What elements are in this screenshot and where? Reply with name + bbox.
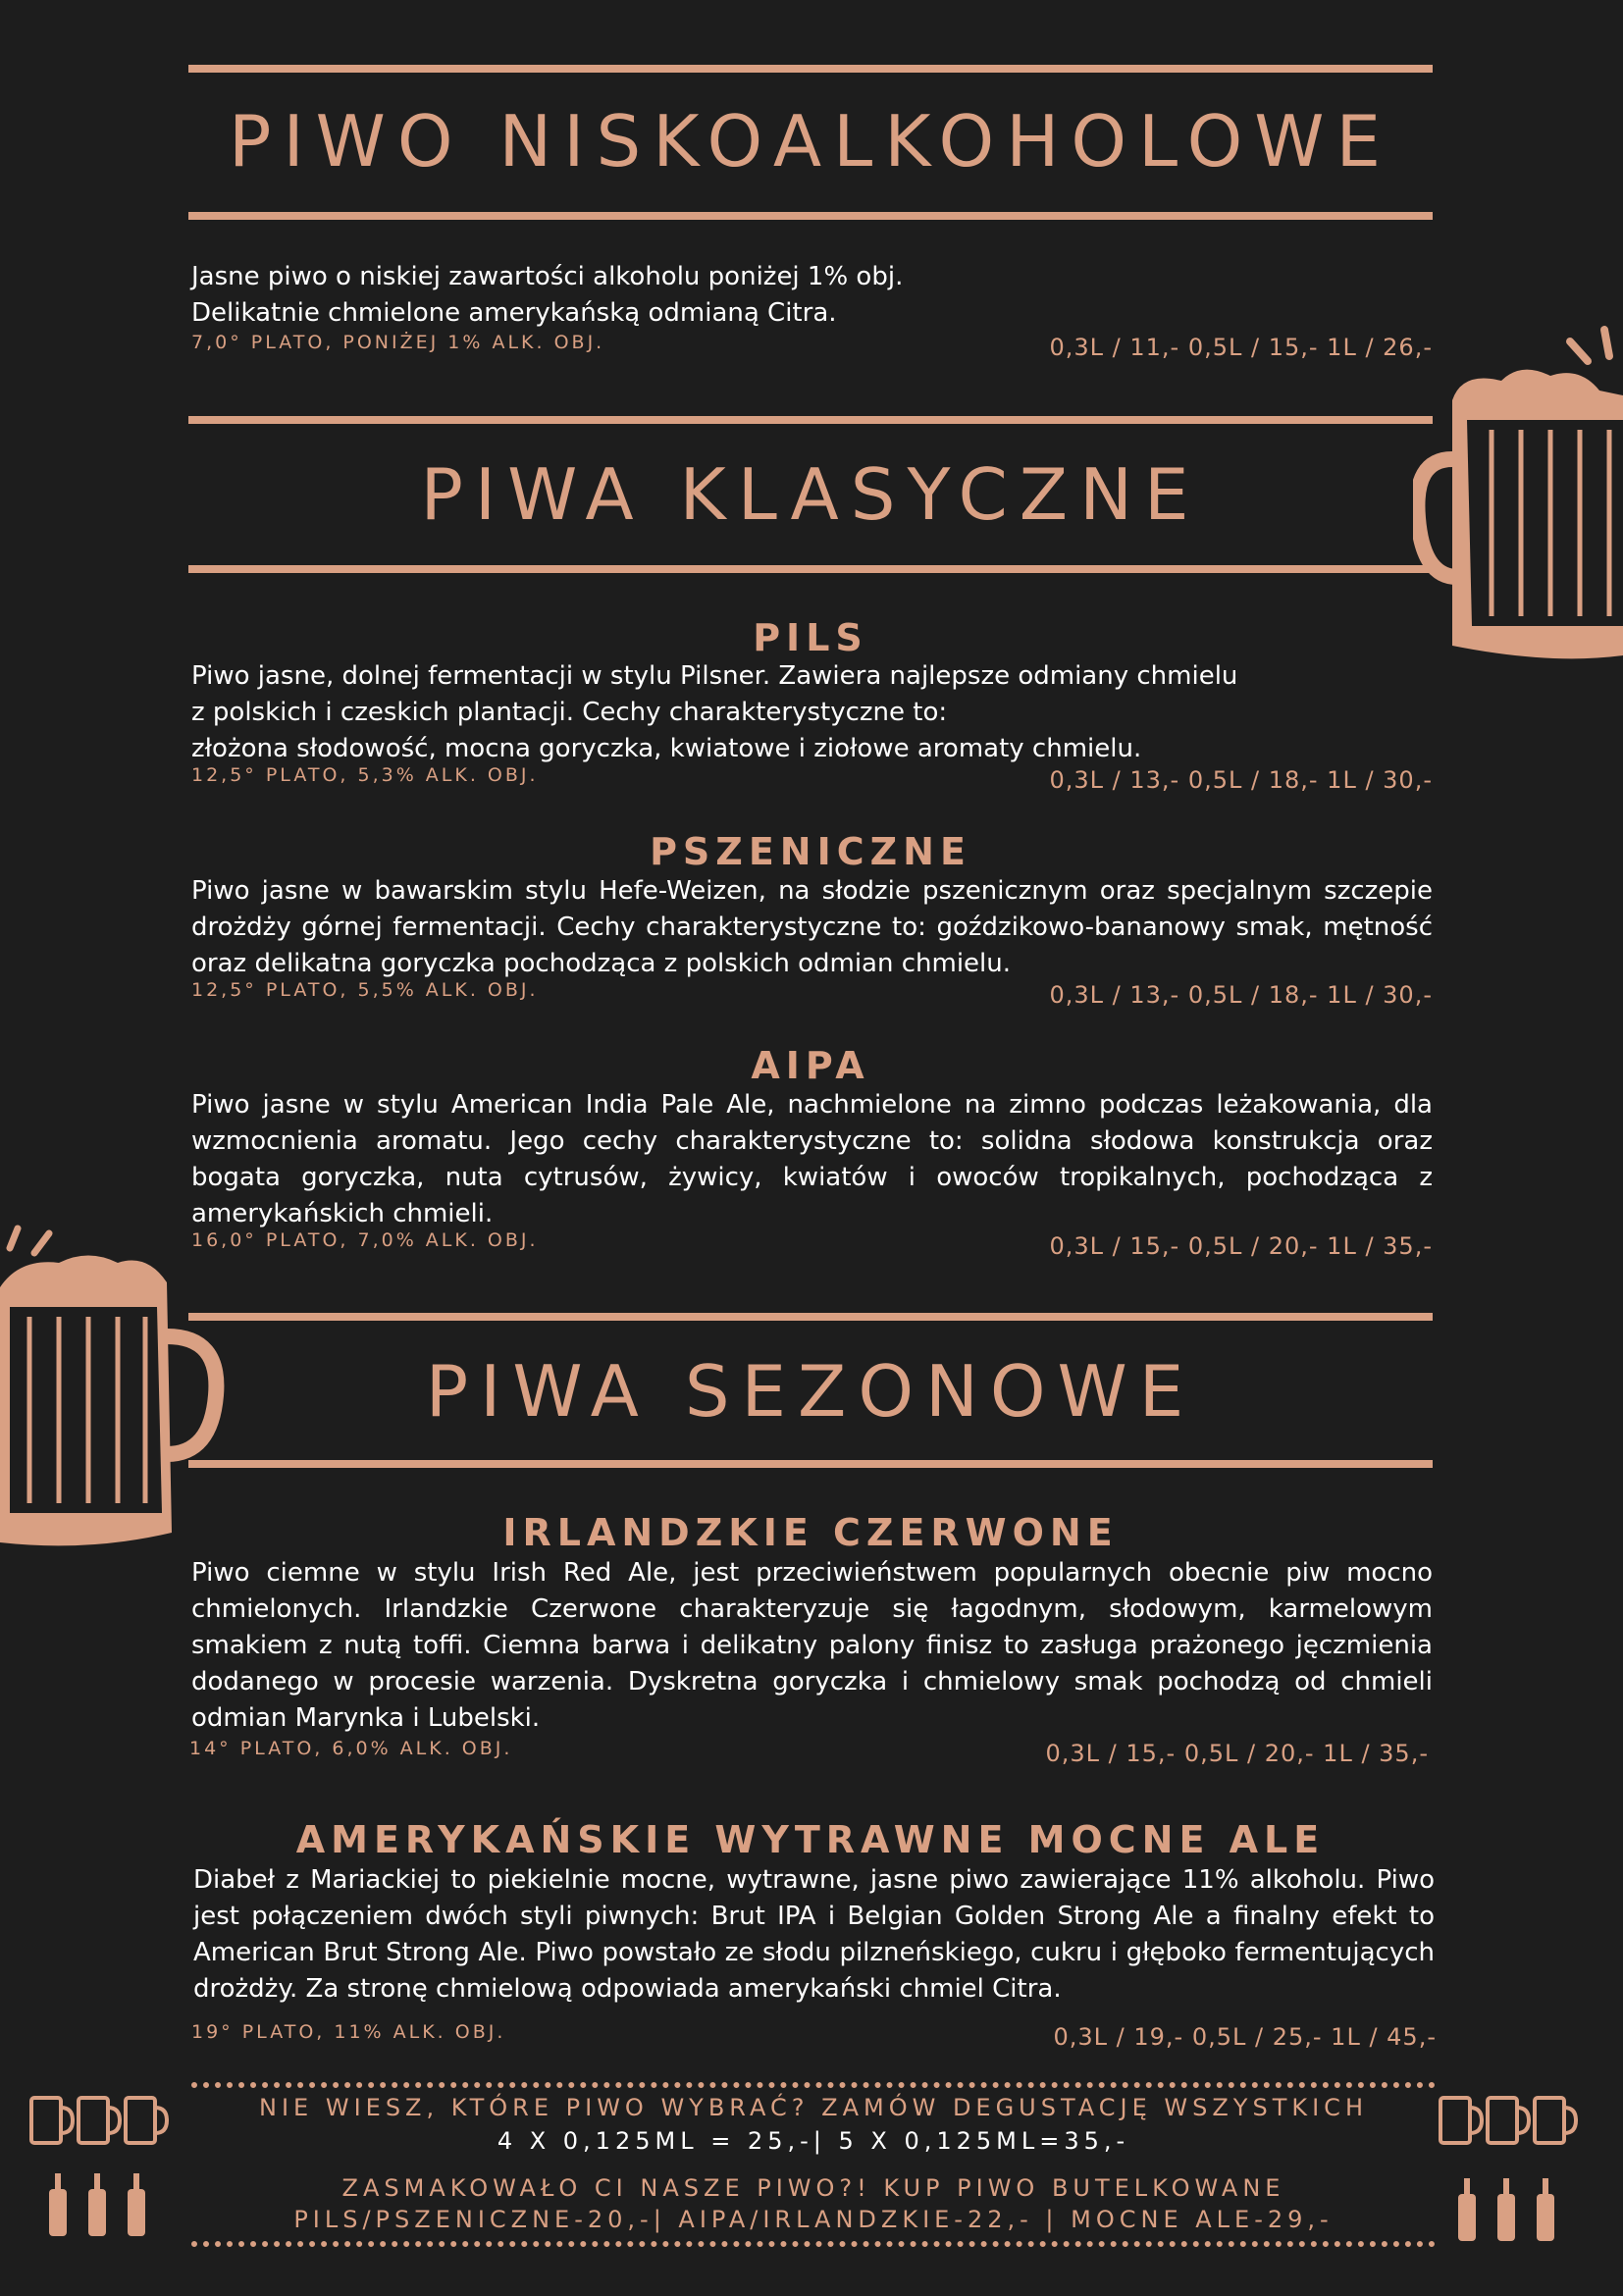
section-rule (188, 1313, 1433, 1321)
section-title-seasonal: PIWA SEZONOWE (425, 1350, 1196, 1433)
bottled-prices: PILS/PSZENICZNE-20,-| AIPA/IRLANDZKIE-22,- | MOCNE ALE-29,- (293, 2206, 1334, 2233)
tasting-prices: 4 X 0,125ML = 25,-| 5 X 0,125ML=35,- (497, 2127, 1130, 2155)
section-rule (188, 416, 1433, 424)
beer-description: Piwo ciemne w stylu Irish Red Ale, jest przeciwieństwem popularnych obecnie piw mocno chmielonych. Irlandzkie Czerwone charakteryzuje się łagodnym, słodowym, karmelowym smakiem z nutą toffi. Ciemna barwa i delikatny palony finisz to zasługa prażonego jęczmienia dodanego w procesie warzenia. Dyskretna goryczka i chmielowy smak pochodzą od chmieli odmian Marynka i Lubelski. (191, 1558, 1433, 1733)
beer-mug-icon (1437, 2088, 1582, 2147)
beer-specs: 12,5° PLATO, 5,3% ALK. OBJ. (191, 764, 539, 786)
beer-name-pils: PILS (753, 616, 868, 659)
section-rule (188, 565, 1433, 573)
bottled-offer: ZASMAKOWAŁO CI NASZE PIWO?! KUP PIWO BUTELKOWANE (341, 2174, 1285, 2202)
beer-prices: 0,3L / 15,- 0,5L / 20,- 1L / 35,- (1049, 1232, 1433, 1260)
beer-mug-icon (27, 2088, 173, 2147)
beer-prices: 0,3L / 15,- 0,5L / 20,- 1L / 35,- (1045, 1740, 1429, 1767)
beer-prices: 0,3L / 19,- 0,5L / 25,- 1L / 45,- (1053, 2023, 1437, 2051)
beer-specs: 12,5° PLATO, 5,5% ALK. OBJ. (191, 979, 539, 1001)
beer-description: Piwo jasne w bawarskim stylu Hefe-Weizen, na słodzie pszenicznym oraz specjalnym szczepie drożdży górnej fermentacji. Cechy charakterystyczne to: goździkowo-bananowy smak, mętność oraz delikatna goryczka pochodząca z polskich odmian chmielu. (191, 876, 1433, 978)
promo-dotted-border-bottom (191, 2241, 1436, 2247)
beer-description (191, 259, 1433, 332)
description-line: Jasne piwo o niskiej zawartości alkoholu poniżej 1% obj. (191, 262, 904, 291)
beer-prices: 0,3L / 11,- 0,5L / 15,- 1L / 26,- (1049, 334, 1433, 361)
section-title-classic: PIWA KLASYCZNE (420, 453, 1201, 536)
beer-description: Piwo jasne w stylu American India Pale Ale, nachmielone na zimno podczas leżakowania, dla wzmocnienia aromatu. Jego cechy charakterystyczne to: solidna słodowa konstrukcja oraz bogata goryczka, nuta cytrusów, żywicy, kwiatów i owoców tropikalnych, pochodząca z amerykańskich chmieli. (191, 1090, 1433, 1228)
beer-specs: 7,0° PLATO, PONIŻEJ 1% ALK. OBJ. (191, 332, 605, 353)
beer-name-amerykanskie-mocne-ale: AMERYKAŃSKIE WYTRAWNE MOCNE ALE (295, 1818, 1326, 1861)
beer-bottle-icon (1456, 2178, 1564, 2243)
section-rule (188, 212, 1433, 220)
description-line: złożona słodowość, mocna goryczka, kwiatowe i ziołowe aromaty chmielu. (191, 734, 1142, 763)
promo-dotted-border-top (191, 2082, 1436, 2088)
beer-specs: 16,0° PLATO, 7,0% ALK. OBJ. (191, 1229, 539, 1251)
beer-prices: 0,3L / 13,- 0,5L / 18,- 1L / 30,- (1049, 981, 1433, 1009)
beer-name-pszeniczne: PSZENICZNE (650, 830, 971, 873)
beer-bottle-icon (47, 2173, 155, 2238)
beer-name-aipa: AIPA (751, 1044, 870, 1087)
tasting-offer: NIE WIESZ, KTÓRE PIWO WYBRAĆ? ZAMÓW DEGUSTACJĘ WSZYSTKICH (259, 2094, 1368, 2121)
section-rule (188, 65, 1433, 73)
beer-specs: 19° PLATO, 11% ALK. OBJ. (191, 2021, 506, 2043)
section-rule (188, 1460, 1433, 1468)
section-title-low-alcohol: PIWO NISKOALKOHOLOWE (229, 100, 1392, 183)
beer-specs: 14° PLATO, 6,0% ALK. OBJ. (189, 1738, 513, 1759)
beer-mug-icon (0, 1209, 226, 1552)
description-line: Piwo jasne, dolnej fermentacji w stylu Pilsner. Zawiera najlepsze odmiany chmielu (191, 661, 1238, 691)
beer-description (191, 658, 1433, 767)
beer-prices: 0,3L / 13,- 0,5L / 18,- 1L / 30,- (1049, 766, 1433, 794)
beer-name-irlandzkie-czerwone: IRLANDZKIE CZERWONE (502, 1511, 1119, 1554)
beer-description: Diabeł z Mariackiej to piekielnie mocne, wytrawne, jasne piwo zawierające 11% alkoholu. Piwo jest połączeniem dwóch styli piwnych: Brut IPA i Belgian Golden Strong Ale a finalny efekt to American Brut Strong Ale. Piwo powstało ze słodu pilzneńskiego, cukru i głęboko fermentujących drożdży. Za stronę chmielową odpowiada amerykański chmiel Citra. (193, 1865, 1435, 2004)
description-line: Delikatnie chmielone amerykańską odmianą Citra. (191, 298, 837, 328)
beer-mug-icon (1413, 312, 1623, 665)
description-line: z polskich i czeskich plantacji. Cechy charakterystyczne to: (191, 698, 948, 727)
